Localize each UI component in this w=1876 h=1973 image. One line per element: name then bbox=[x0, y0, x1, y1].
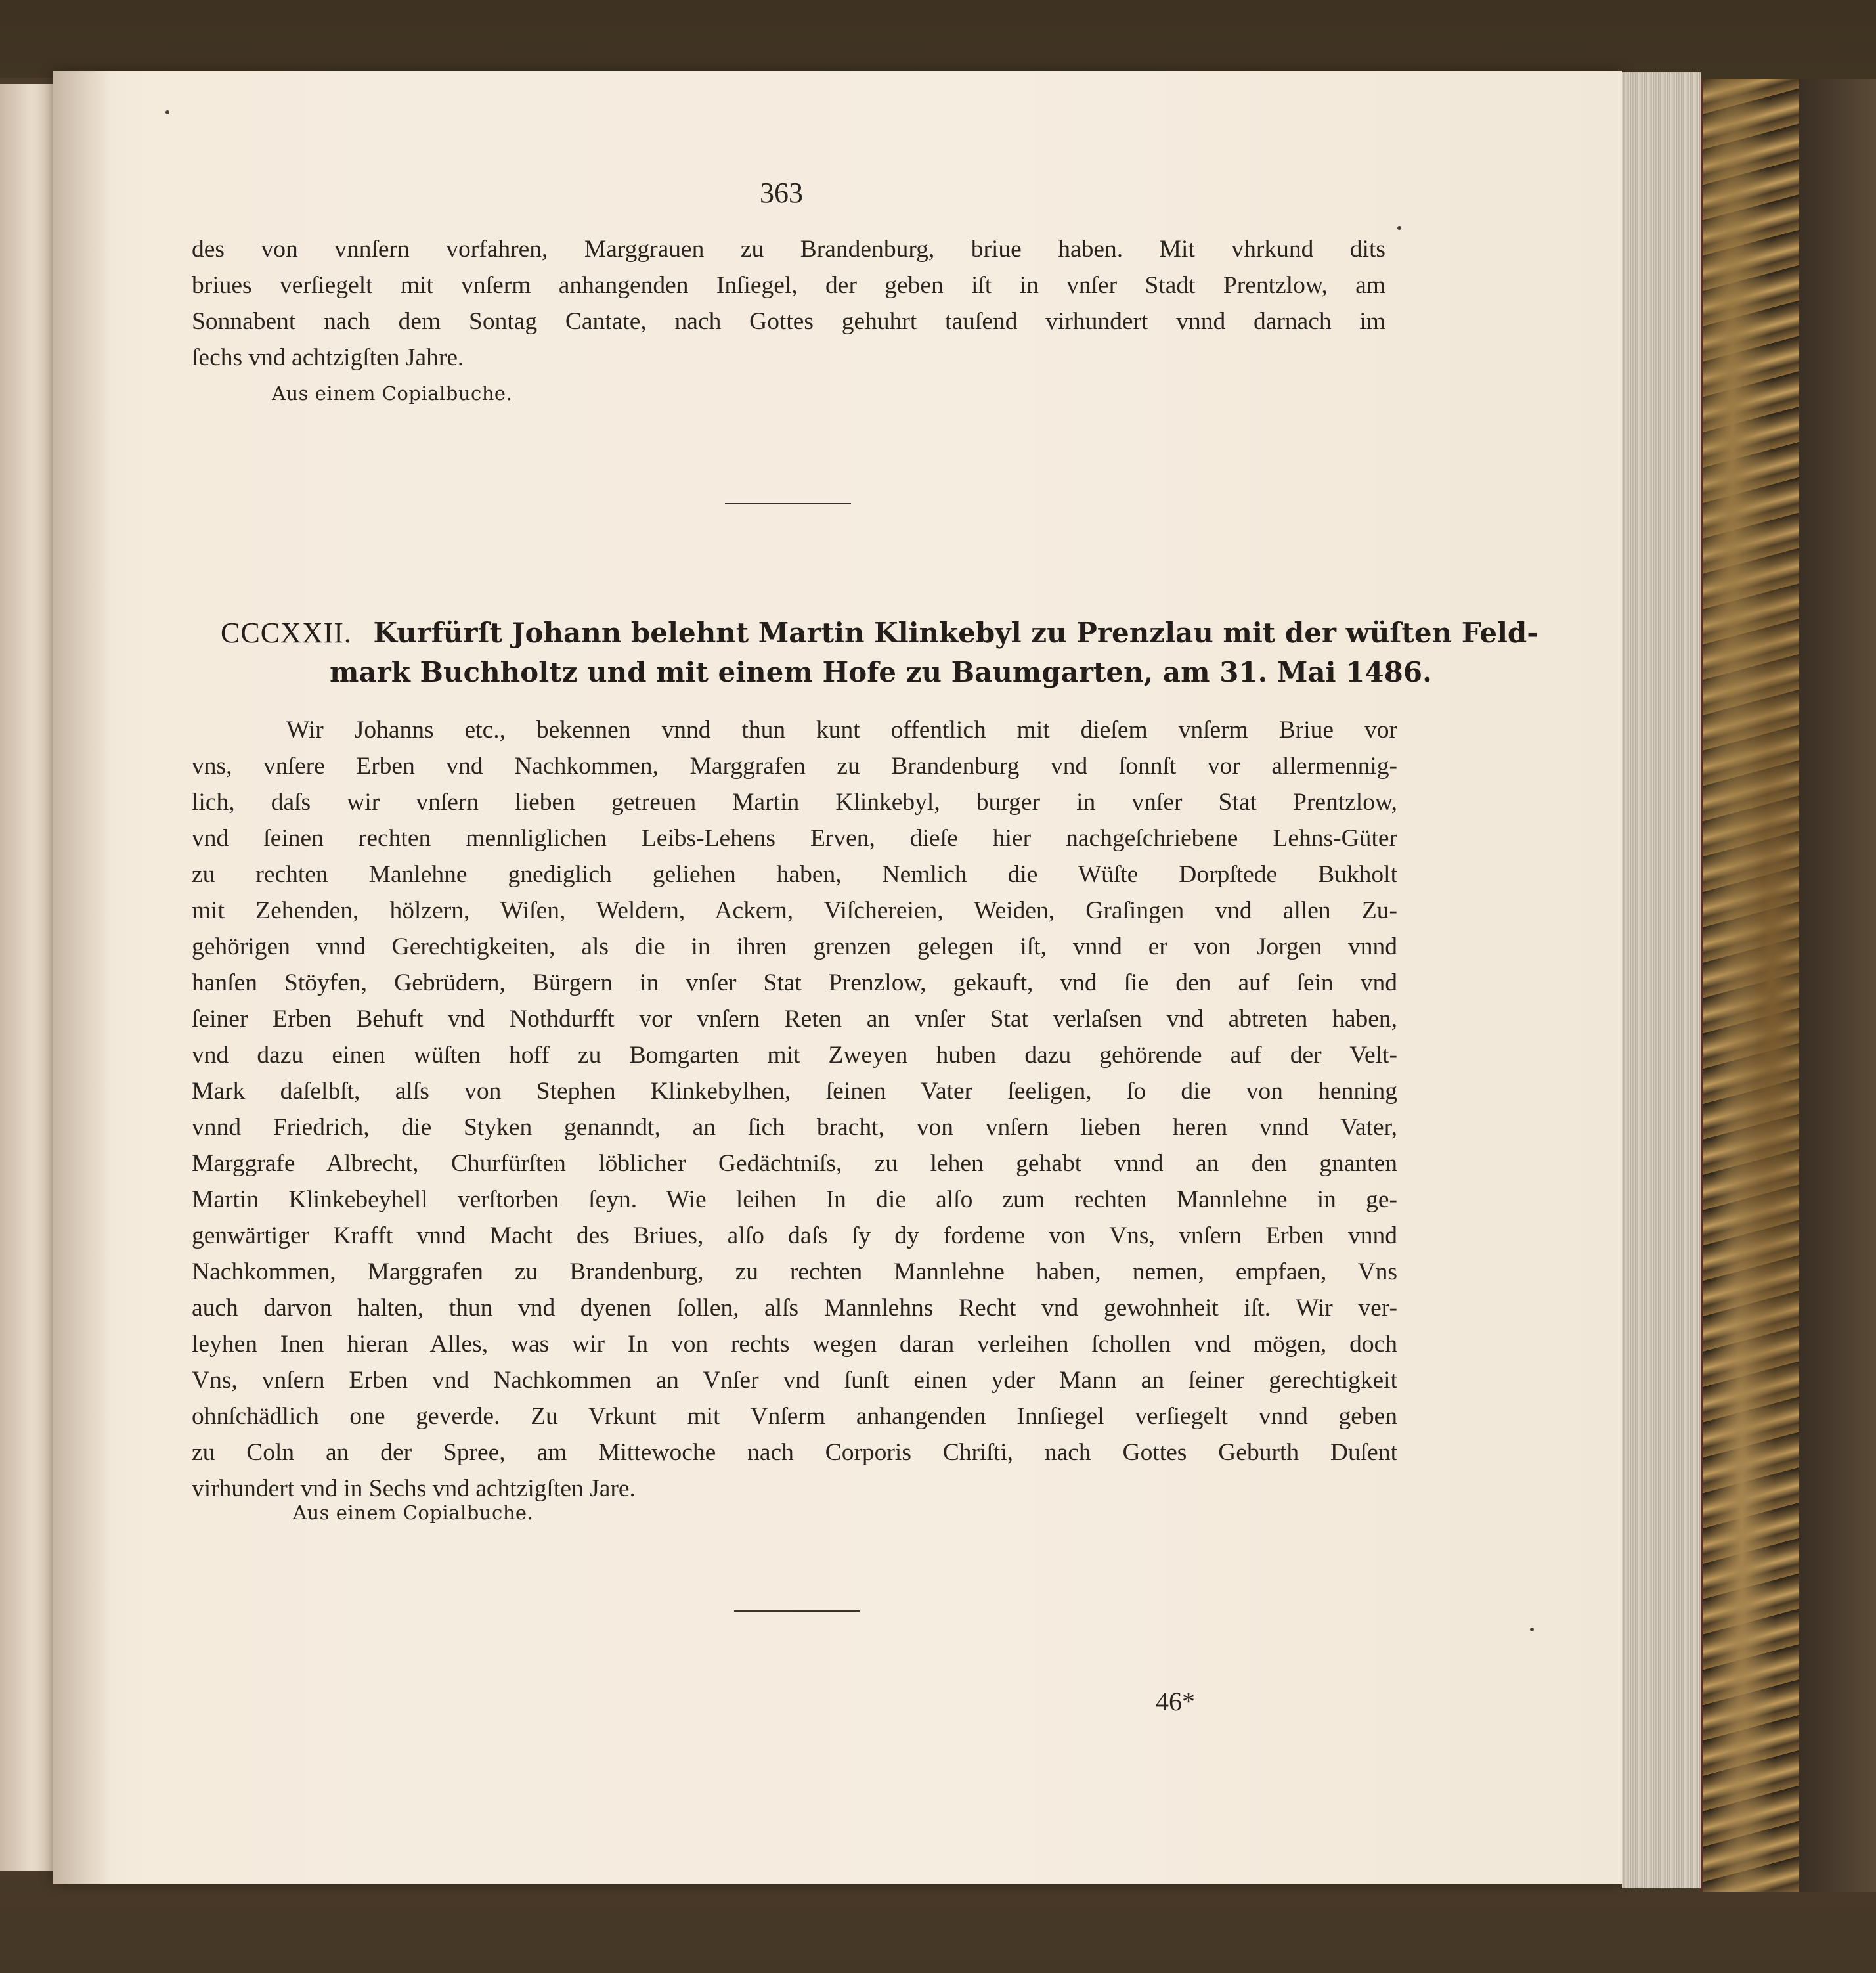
section-divider bbox=[725, 503, 851, 504]
text-line: Nachkommen, Marggrafen zu Brandenburg, zu rechten Mannlehne haben, nemen, empfaen, Vns bbox=[192, 1258, 1397, 1285]
gutter-shadow bbox=[53, 71, 112, 1884]
heading-numeral: CCCXXII. bbox=[221, 617, 352, 649]
text-line: ſechs vnd achtzigſten Jahre. bbox=[192, 344, 464, 371]
text-line: vnd ſeinen rechten mennliglichen Leibs-Lehens Erven, dieſe hier nachgeſchriebene Lehns-Güter bbox=[192, 825, 1397, 852]
document-heading bbox=[221, 613, 1538, 692]
text-line: zu rechten Manlehne gnediglich geliehen haben, Nemlich die Wüſte Dorpſtede Bukholt bbox=[192, 861, 1397, 888]
ink-speck bbox=[165, 110, 169, 114]
text-line: leyhen Inen hieran Alles, was wir In von rechts wegen daran verleihen ſchollen vnd mögen, doch bbox=[192, 1331, 1397, 1358]
text-line: Mark daſelbſt, alſs von Stephen Klinkebylhen, ſeinen Vater ſeeligen, ſo die von henning bbox=[192, 1078, 1397, 1105]
text-line: virhundert vnd in Sechs vnd achtzigſten Jare. bbox=[192, 1475, 636, 1502]
text-line: Sonnabent nach dem Sontag Cantate, nach Gottes gehuhrt tauſend virhundert vnnd darnach im bbox=[192, 308, 1385, 335]
heading-line-2: mark Buchholtz und mit einem Hofe zu Baumgarten, am 31. Mai 1486. bbox=[330, 656, 1432, 688]
source-note: Aus einem Copialbuche. bbox=[293, 1501, 534, 1524]
text-line: vns, vnſere Erben vnd Nachkommen, Marggrafen zu Brandenburg vnd ſonnſt vor allermennig- bbox=[192, 753, 1397, 780]
top-paragraph bbox=[192, 231, 1385, 376]
main-paragraph bbox=[192, 712, 1397, 1507]
text-line: des von vnnſern vorfahren, Marggrauen zu Brandenburg, briue haben. Mit vhrkund dits bbox=[192, 236, 1385, 263]
left-page-edge bbox=[0, 84, 54, 1871]
text-line: zu Coln an der Spree, am Mittewoche nach Corporis Chriſti, nach Gottes Geburth Duſent bbox=[192, 1439, 1397, 1466]
folio-signature: 46* bbox=[1156, 1687, 1195, 1716]
text-line: Marggrafe Albrecht, Churfürſten löblicher Gedächtniſs, zu lehen gehabt vnnd an den gnanten bbox=[192, 1150, 1397, 1177]
ink-speck bbox=[1530, 1628, 1534, 1631]
text-line: lich, daſs wir vnſern lieben getreuen Martin Klinkebyl, burger in vnſer Stat Prentzlow, bbox=[192, 789, 1397, 816]
heading-line-1: Kurfürſt Johann belehnt Martin Klinkebyl zu Prenzlau mit der wüſten Feld- bbox=[373, 617, 1538, 649]
text-line: Martin Klinkebeyhell verſtorben ſeyn. Wie leihen In die alſo zum rechten Mannlehne in ge- bbox=[192, 1186, 1397, 1213]
text-line: vnnd Friedrich, die Styken genanndt, an ſich bracht, von vnſern lieben heren vnnd Vater, bbox=[192, 1114, 1397, 1141]
text-line: ſeiner Erben Behuft vnd Nothdurfft vor vnſern Reten an vnſer Stat verlaſsen vnd abtreten haben, bbox=[192, 1006, 1397, 1032]
marbled-cover bbox=[1701, 79, 1801, 1892]
text-line: briues verſiegelt mit vnſerm anhangenden Inſiegel, der geben iſt in vnſer Stadt Prentzlow, am bbox=[192, 272, 1385, 299]
page-number: 363 bbox=[760, 177, 803, 209]
cover-edge bbox=[1799, 79, 1876, 1892]
text-line: Vns, vnſern Erben vnd Nachkommen an Vnſer vnd ſunſt einen yder Mann an ſeiner gerechtigkeit bbox=[192, 1367, 1397, 1394]
text-line: vnd dazu einen wüſten hoff zu Bomgarten mit Zweyen huben dazu gehörende auf der Velt- bbox=[192, 1042, 1397, 1069]
ink-speck bbox=[1397, 226, 1401, 230]
text-line: gehörigen vnnd Gerechtigkeiten, als die in ihren grenzen gelegen iſt, vnnd er von Jorgen vnnd bbox=[192, 933, 1397, 960]
text-line: auch darvon halten, thun vnd dyenen ſollen, alſs Mannlehns Recht vnd gewohnheit iſt. Wir ver- bbox=[192, 1295, 1397, 1321]
text-line: Wir Johanns etc., bekennen vnnd thun kunt offentlich mit dieſem vnſerm Briue vor bbox=[286, 717, 1397, 743]
page-block-edges bbox=[1622, 72, 1701, 1888]
text-line: mit Zehenden, hölzern, Wiſen, Weldern, Ackern, Viſchereien, Weiden, Graſingen vnd allen Zu- bbox=[192, 897, 1397, 924]
text-line: hanſen Stöyfen, Gebrüdern, Bürgern in vnſer Stat Prenzlow, gekauft, vnd ſie den auf ſein vnd bbox=[192, 969, 1397, 996]
section-divider bbox=[734, 1610, 860, 1612]
text-line: ohnſchädlich one geverde. Zu Vrkunt mit Vnſerm anhangenden Innſiegel verſiegelt vnnd geben bbox=[192, 1403, 1397, 1430]
text-line: genwärtiger Krafft vnnd Macht des Briues, alſo daſs ſy dy fordeme von Vns, vnſern Erben vnnd bbox=[192, 1222, 1397, 1249]
source-note: Aus einem Copialbuche. bbox=[272, 382, 513, 405]
